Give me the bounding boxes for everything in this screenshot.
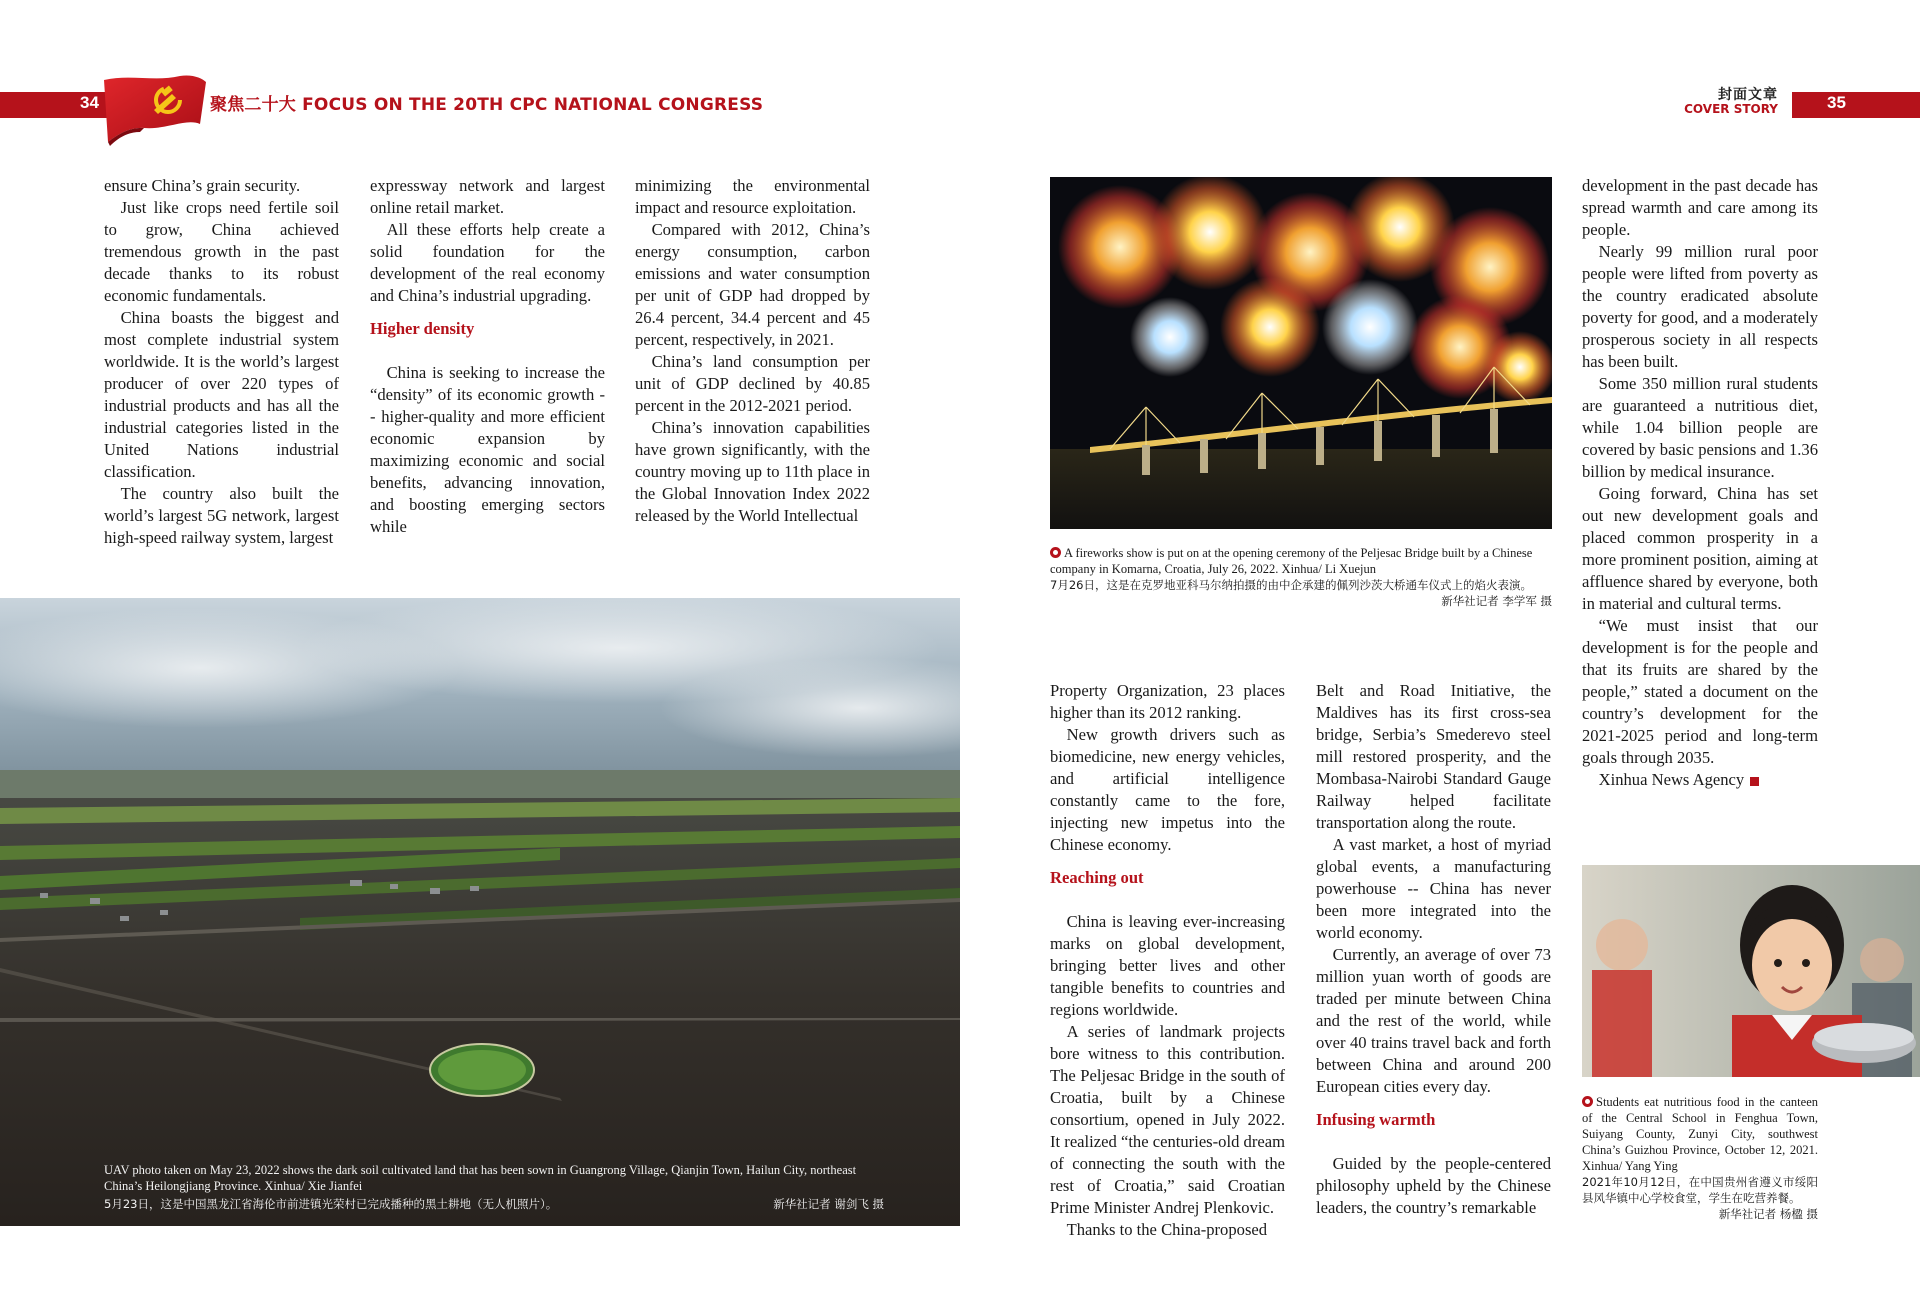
farmland-caption bbox=[104, 1162, 884, 1212]
paragraph: expressway network and largest online retail market. bbox=[370, 176, 605, 217]
right-column-6 bbox=[1582, 175, 1818, 791]
caption-zh: 2021年10月12日，在中国贵州省遵义市绥阳县风华镇中心学校食堂，学生在吃营养餐。 bbox=[1582, 1175, 1818, 1205]
farmland-image bbox=[0, 598, 960, 1226]
left-column-2 bbox=[370, 175, 605, 538]
left-column-1 bbox=[104, 175, 339, 549]
paragraph: Some 350 million rural students are guaranteed a nutritious diet, while 1.04 billion people are covered by basic pensions and 1.36 billion by medical insurance. bbox=[1582, 374, 1818, 481]
left-column-3 bbox=[635, 175, 870, 527]
paragraph: A vast market, a host of myriad global events, a manufacturing powerhouse -- China has never been more integrated into the world economy. bbox=[1316, 835, 1551, 942]
paragraph: ensure China’s grain security. bbox=[104, 176, 301, 195]
paragraph: China boasts the biggest and most complete industrial system worldwide. It is the world’s largest producer of over 220 types of industrial products and has all the industrial categories listed in the United Nations industrial classification. bbox=[104, 308, 339, 481]
paragraph: Belt and Road Initiative, the Maldives has its first cross-sea bridge, Serbia’s Smederevo steel mill restored prosperity, and the Mombasa-Nairobi Standard Gauge Railway helped facilitate transportation along the route. bbox=[1316, 681, 1551, 832]
left-page-number: 34 bbox=[80, 93, 99, 112]
paragraph: The country also built the world’s largest 5G network, largest high-speed railway system, largest bbox=[104, 484, 339, 547]
party-flag-emblem-icon bbox=[100, 72, 210, 146]
caption-en: UAV photo taken on May 23, 2022 shows the dark soil cultivated land that has been sown in Guangrong Village, Qianjin Town, Hailun City, northeast China’s Heilongjiang Province. Xinhua/ Xie Jianfei bbox=[104, 1163, 857, 1193]
paragraph: Property Organization, 23 places higher than its 2012 ranking. bbox=[1050, 681, 1285, 722]
section-heading-reaching-out: Reaching out bbox=[1050, 868, 1144, 887]
paragraph: Going forward, China has set out new development goals and placed common prosperity in a more prominent position, aiming at affluence shared by everyone, both in material and cultural terms. bbox=[1582, 484, 1818, 613]
paragraph: Just like crops need fertile soil to grow, China achieved tremendous growth in the past decade thanks to its robust economic fundamentals. bbox=[104, 198, 339, 305]
photo-credit: 新华社记者 李学军 摄 bbox=[1441, 594, 1552, 608]
caption-zh: 5月23日，这是中国黑龙江省海伦市前进镇光荣村已完成播种的黑土耕地（无人机照片）。 bbox=[104, 1197, 558, 1211]
student-caption bbox=[1582, 1094, 1818, 1222]
paragraph: Compared with 2012, China’s energy consumption, carbon emissions and water consumption per unit of GDP had dropped by 26.4 percent, 34.4 percent and 45 percent, respectively, in 2021. bbox=[635, 220, 870, 349]
paragraph: China is leaving ever-increasing marks on global development, bringing better lives and other tangible benefits to countries and regions worldwide. bbox=[1050, 912, 1285, 1019]
paragraph: “We must insist that our development is for the people and that its fruits are shared by the people,” stated a document on the country’s development for the 2021-2025 period and long-term goals through 2035. bbox=[1582, 616, 1818, 767]
right-section-zh: 封面文章 bbox=[1718, 87, 1778, 103]
bridge-caption bbox=[1050, 545, 1552, 609]
paragraph: New growth drivers such as biomedicine, new energy vehicles, and artificial intelligence constantly came to the fore, injecting new impetus into the Chinese economy. bbox=[1050, 725, 1285, 854]
paragraph: Guided by the people-centered philosophy upheld by the Chinese leaders, the country’s remarkable bbox=[1316, 1154, 1551, 1217]
paragraph: A series of landmark projects bore witness to this contribution. The Peljesac Bridge in the south of Croatia, built by a Chinese consortium, opened in July 2022. It realized “the centuries-old dream of connecting the south with the rest of Croatia,” said Croatian Prime Minister Andrej Plenkovic. bbox=[1050, 1022, 1285, 1217]
right-section-en: COVER STORY bbox=[1684, 101, 1778, 116]
fireworks-image bbox=[1050, 177, 1552, 529]
right-header-bar bbox=[1792, 92, 1920, 118]
paragraph: Thanks to the China-proposed bbox=[1066, 1220, 1268, 1239]
paragraph: China’s land consumption per unit of GDP declined by 40.85 percent in the 2012-2021 period. bbox=[635, 352, 870, 415]
right-section-label bbox=[1684, 88, 1778, 115]
end-mark-icon bbox=[1750, 777, 1759, 786]
right-page-number: 35 bbox=[1827, 93, 1846, 112]
paragraph: China’s innovation capabilities have grown significantly, with the country moving up to 11th place in the Global Innovation Index 2022 released by the World Intellectual bbox=[635, 418, 870, 525]
caption-bullet-icon bbox=[1582, 1096, 1593, 1107]
caption-en: Students eat nutritious food in the canteen of the Central School in Fenghua Town, Suiyang County, Zunyi City, southwest China’s Guizhou Province, October 12, 2021. Xinhua/ Yang Ying bbox=[1582, 1095, 1818, 1173]
right-column-4 bbox=[1050, 680, 1285, 1241]
paragraph: Nearly 99 million rural poor people were lifted from poverty as the country eradicated absolute poverty for good, and a moderately prosperous society in all respects has been built. bbox=[1582, 242, 1818, 371]
photo-credit: 新华社记者 谢剑飞 摄 bbox=[773, 1197, 884, 1211]
bridge-fireworks-photo bbox=[1050, 177, 1552, 529]
student-canteen-photo bbox=[1582, 865, 1920, 1077]
photo-credit: 新华社记者 杨楹 摄 bbox=[1718, 1207, 1818, 1221]
right-column-5 bbox=[1316, 680, 1551, 1219]
left-header-title: 聚焦二十大 FOCUS ON THE 20TH CPC NATIONAL CONGRESS bbox=[210, 95, 764, 115]
farmland-aerial-photo bbox=[0, 598, 960, 1226]
section-heading-higher-density: Higher density bbox=[370, 319, 475, 338]
paragraph: Currently, an average of over 73 million yuan worth of goods are traded per minute between China and the rest of the world, while over 40 trains travel back and forth between China and around 200 European cities every day. bbox=[1316, 945, 1551, 1096]
paragraph: development in the past decade has spread warmth and care among its people. bbox=[1582, 176, 1818, 239]
caption-en: A fireworks show is put on at the opening ceremony of the Peljesac Bridge built by a Chinese company in Komarna, Croatia, July 26, 2022. Xinhua/ Li Xuejun bbox=[1050, 546, 1533, 576]
paragraph: minimizing the environmental impact and resource exploitation. bbox=[635, 176, 870, 217]
paragraph: China is seeking to increase the “density” of its economic growth -- higher-quality and more efficient economic expansion by maximizing economic and social benefits, advancing innovation, and boosting emerging sectors while bbox=[370, 363, 605, 536]
article-signature: Xinhua News Agency bbox=[1582, 769, 1818, 791]
paragraph: All these efforts help create a solid foundation for the development of the real economy and China’s industrial upgrading. bbox=[370, 220, 605, 305]
caption-zh: 7月26日，这是在克罗地亚科马尔纳拍摄的由中企承建的佩列沙茨大桥通车仪式上的焰火表演。 bbox=[1050, 578, 1532, 592]
caption-bullet-icon bbox=[1050, 547, 1061, 558]
section-heading-infusing-warmth: Infusing warmth bbox=[1316, 1110, 1436, 1129]
student-image bbox=[1582, 865, 1920, 1077]
